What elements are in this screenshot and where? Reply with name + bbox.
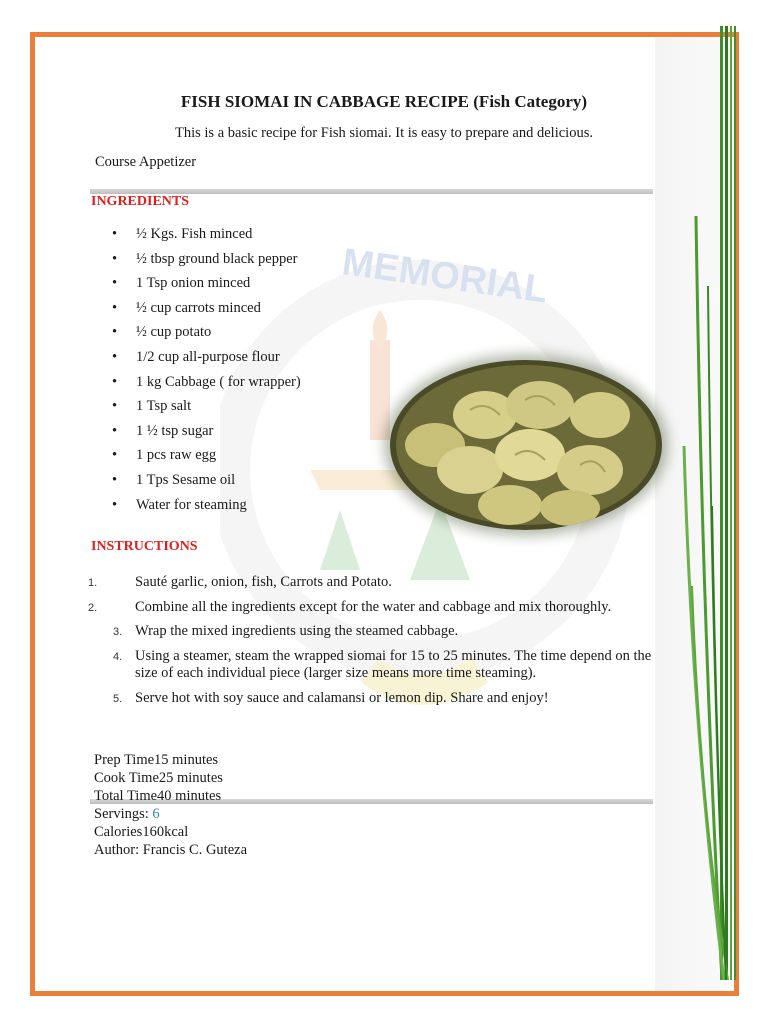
recipe-subtitle: This is a basic recipe for Fish siomai. It is easy to prepare and delicious. [175,125,593,141]
list-item: • 1/2 cup all-purpose flour [112,349,301,374]
list-item: • 1 Tps Sesame oil [112,472,301,497]
author: Author: Francis C. Guteza [94,842,248,858]
recipe-title: FISH SIOMAI IN CABBAGE RECIPE (Fish Category) [180,92,588,111]
grass-decoration [682,26,742,980]
total-time: Total Time40 minutes [94,788,222,804]
list-item: • 1 Tsp salt [112,398,301,423]
servings-label: Servings: [94,806,153,822]
list-item: • Water for steaming [112,497,301,522]
step-number: 1. [88,577,98,589]
ingredients-heading: INGREDIENTS [91,194,190,209]
list-item [88,648,658,690]
step-number: 3. [113,626,123,638]
step-number: 2. [88,601,98,614]
instructions-list [88,574,658,714]
list-item [88,690,658,715]
step-text: Combine all the ingredients except for the water and cabbage and mix thoroughly. [135,598,612,615]
step-text: Sauté garlic, onion, fish, Carrots and Potato. [135,574,392,590]
servings [94,805,247,823]
list-item [88,623,658,648]
list-item: • ½ cup carrots minced [112,300,301,325]
list-item: • 1 ½ tsp sugar [112,423,301,448]
list-item: • 1 Tsp onion minced [112,275,301,300]
step-number: 5. [113,692,123,705]
cook-time: Cook Time25 minutes [94,770,223,786]
calories: Calories160kcal [94,824,189,840]
list-item: • ½ Kgs. Fish minced [112,226,301,251]
step-text: Serve hot with soy sauce and calamansi or lemon dip. Share and enjoy! [135,689,549,706]
ingredients-list [112,226,301,521]
watermark-text: MEMORIAL [339,241,551,312]
list-item: • 1 pcs raw egg [112,447,301,472]
list-item: • 1 kg Cabbage ( for wrapper) [112,374,301,399]
step-text: Wrap the mixed ingredients using the steamed cabbage. [135,623,459,639]
siomai-photo [390,360,662,530]
list-item: • ½ cup potato [112,324,301,349]
prep-time: Prep Time15 minutes [94,752,219,768]
recipe-meta [94,751,247,859]
course-label: Course Appetizer [95,154,197,170]
list-item [88,599,658,624]
list-item [88,574,658,599]
step-number: 4. [113,650,123,663]
list-item: • ½ tbsp ground black pepper [112,251,301,276]
instructions-heading: INSTRUCTIONS [91,539,198,554]
step-text: Using a steamer, steam the wrapped siomai for 15 to 25 minutes. The time depend on the size of each individual piece (larger size means more time steaming). [135,647,652,681]
servings-value: 6 [152,806,160,822]
